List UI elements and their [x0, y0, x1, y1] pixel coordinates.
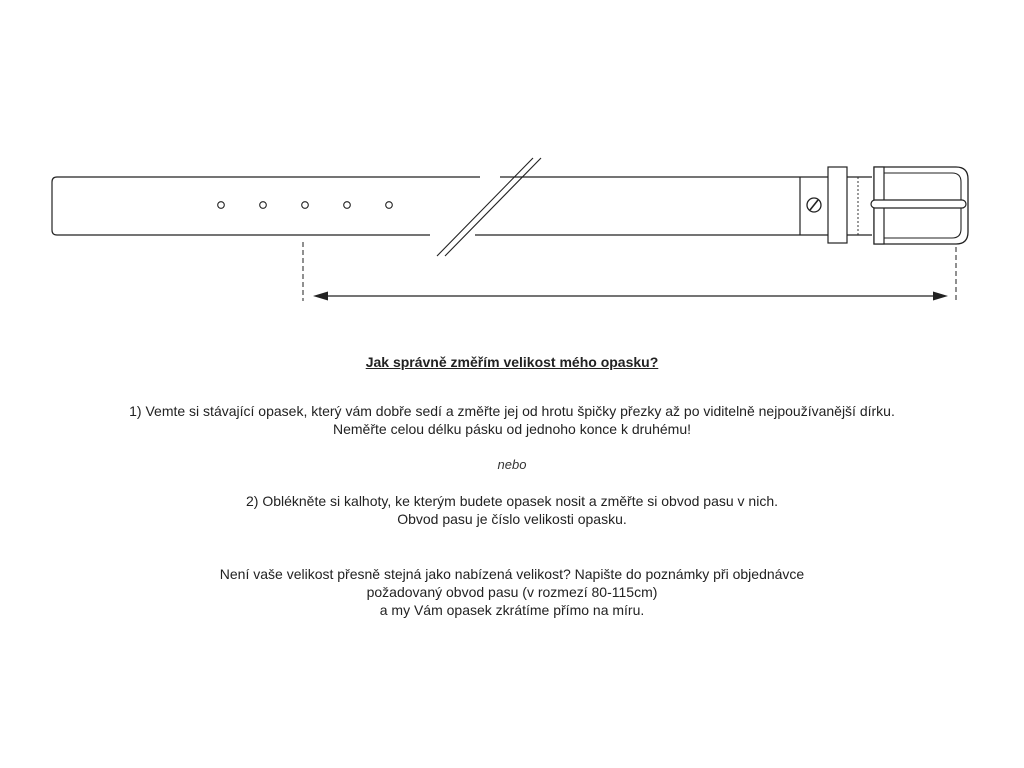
measure-arrowhead-right — [933, 292, 948, 301]
break-line-1 — [437, 158, 533, 256]
break-line-2 — [445, 158, 541, 256]
size-note — [0, 565, 1024, 619]
belt-hole-1 — [218, 202, 225, 209]
belt-keeper — [828, 167, 847, 243]
belt-hole-3 — [302, 202, 309, 209]
instruction-step-2 — [0, 492, 1024, 528]
note-line3: a my Vám opasek zkrátíme přímo na míru. — [379, 602, 645, 618]
or-divider — [0, 456, 1024, 474]
step1-line2: Neměřte celou délku pásku od jednoho konce k druhému! — [333, 421, 691, 437]
measure-arrowhead-left — [313, 292, 328, 301]
step2-line1: 2) Oblékněte si kalhoty, ke kterým budete opasek nosit a změřte si obvod pasu v nich. — [245, 493, 778, 509]
buckle-prong — [871, 200, 966, 208]
belt-hole-4 — [344, 202, 351, 209]
page-title — [0, 353, 1024, 371]
belt-strap-right — [475, 177, 800, 235]
belt-hole-5 — [386, 202, 393, 209]
note-line2: požadovaný obvod pasu (v rozmezí 80-115cm) — [366, 584, 658, 600]
step1-line1: 1) Vemte si stávající opasek, který vám dobře sedí a změřte jej od hrotu špičky přezky až po viditelně nejpoužívanější dírku. — [129, 403, 895, 419]
belt-hole-2 — [260, 202, 267, 209]
instruction-step-1 — [0, 402, 1024, 438]
note-line1: Není vaše velikost přesně stejná jako nabízená velikost? Napište do poznámky při objednávce — [219, 566, 805, 582]
title-text: Jak správně změřím velikost mého opasku? — [365, 354, 659, 370]
step2-line2: Obvod pasu je číslo velikosti opasku. — [397, 511, 627, 527]
or-text: nebo — [497, 457, 527, 472]
